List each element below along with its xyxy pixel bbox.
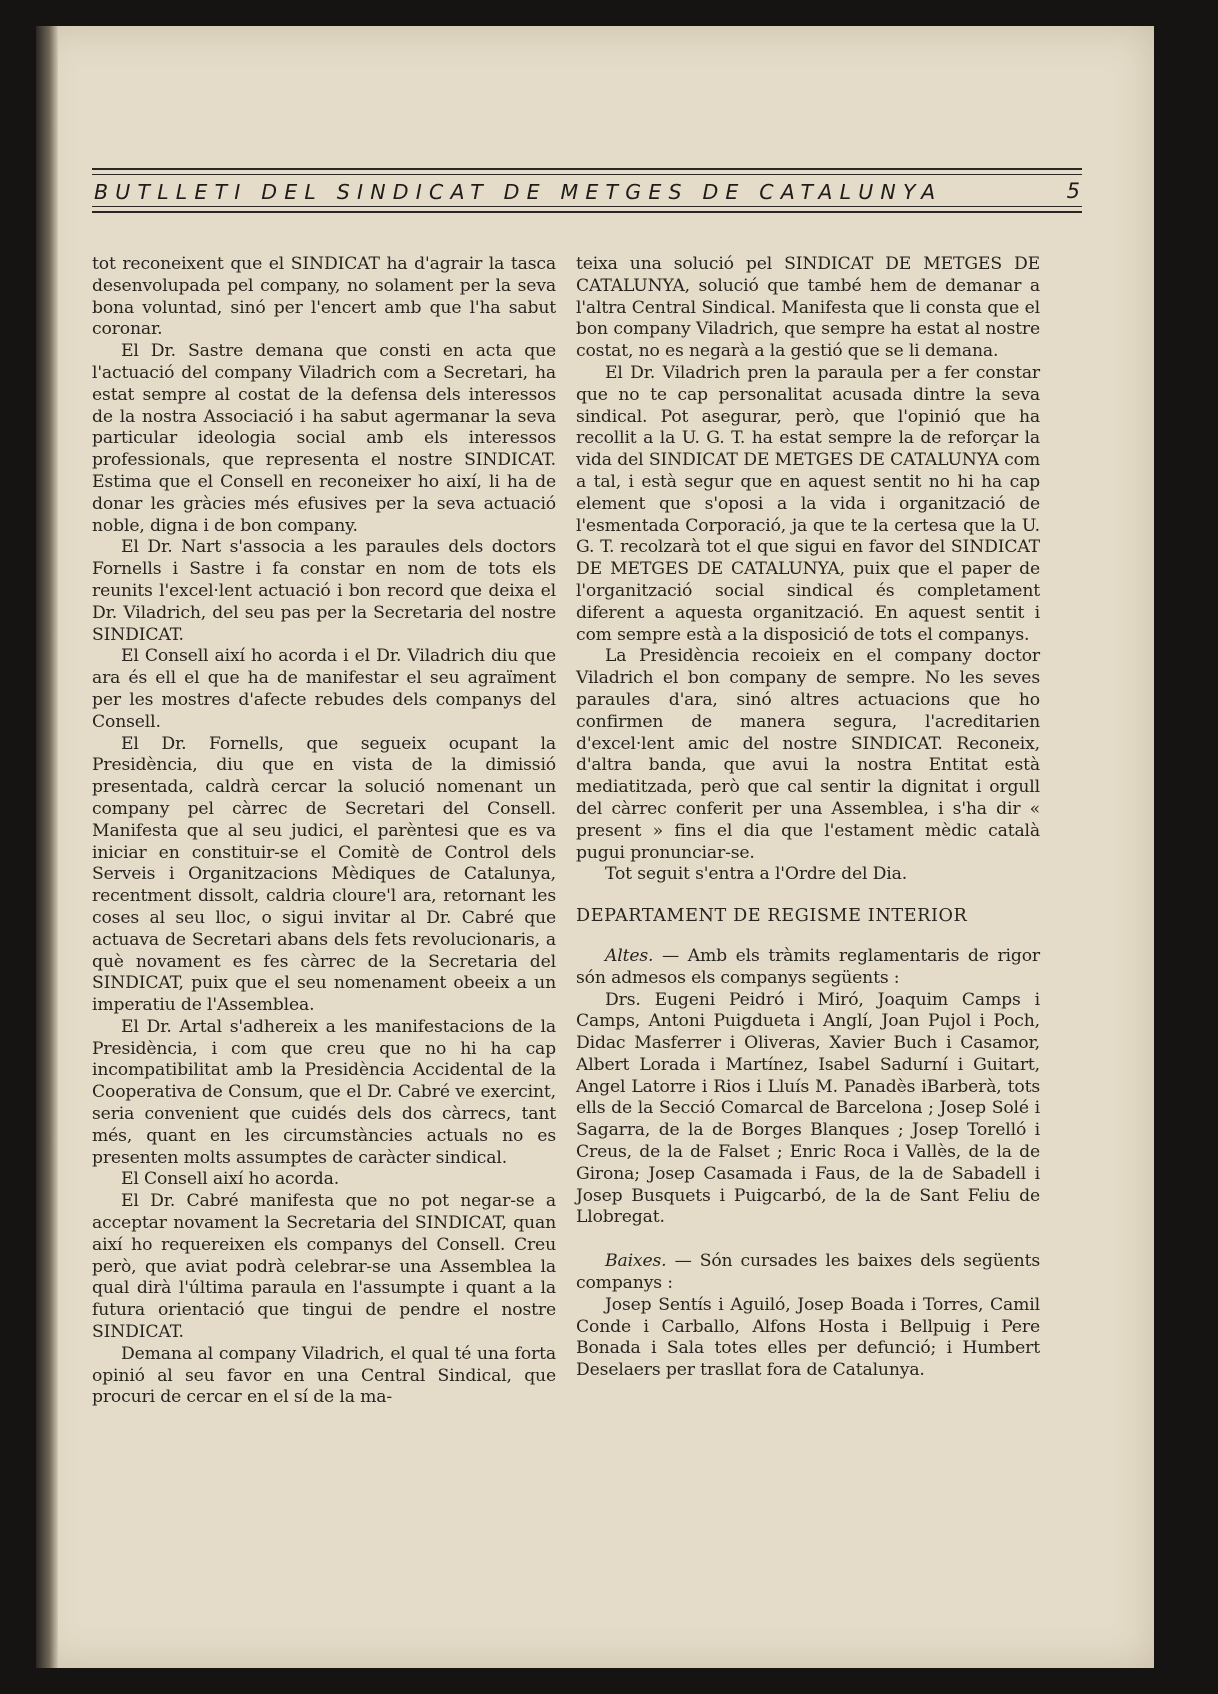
page-number: 5 — [1066, 179, 1080, 203]
baixes-intro — [576, 1251, 1040, 1295]
left-column — [92, 254, 556, 1409]
paragraph: El Dr. Fornells, que segueix ocupant la Presidència, diu que en vista de la dimissió presentada, caldrà cercar la solució nomenant un company pel càrrec de Secretari del Consell. Manifesta que al seu judici, el parèntesi que es va iniciar en constituir-se el Comitè de Control dels Serveis i Organitzacions Mèdiques de Catalunya, recentment dissolt, caldria cloure'l ara, retornant les coses al seu lloc, o sigui invitar al Dr. Cabré que actuava de Secretari abans dels fets revolucionaris, a què novament es fes càrrec de la Secretaria del SINDICAT, puix que el seu nomenament obeeix a un imperatiu de l'Assemblea. — [92, 733, 556, 1016]
right-column — [576, 254, 1040, 1382]
header-rule — [92, 206, 1082, 207]
document-page — [36, 26, 1154, 1668]
baixes-list: Josep Sentís i Aguiló, Josep Boada i Torres, Camil Conde i Carballo, Alfons Hosta i Bellpuig i Pere Bonada i Sala totes elles per defunció; i Humbert Deselaers per trasllat fora de Catalunya. — [576, 1294, 1040, 1381]
publication-title: BUTLLETI DEL SINDICAT DE METGES DE CATALUNYA — [94, 180, 943, 204]
paragraph: Demana al company Viladrich, el qual té una forta opinió al seu favor en una Central Sindical, que procuri de cercar en el sí de la ma- — [92, 1343, 556, 1408]
paragraph: teixa una solució pel SINDICAT DE METGES DE CATALUNYA, solució que també hem de demanar a l'altra Central Sindical. Manifesta que li consta que el bon company Viladrich, que sempre ha estat al nostre costat, no es negarà a la gestió que se li demana. — [576, 254, 1040, 362]
paragraph: El Consell així ho acorda i el Dr. Viladrich diu que ara és ell el que ha de manifestar el seu agraïment per les mostres d'afecte rebudes dels companys del Consell. — [92, 646, 556, 732]
paragraph: El Dr. Nart s'associa a les paraules dels doctors Fornells i Sastre i fa constar en nom de tots els reunits l'excel·lent actuació i bon record que deixa el Dr. Viladrich, del seu pas per la Secretaria del nostre SINDICAT. — [92, 537, 556, 645]
altes-list: Drs. Eugeni Peidró i Miró, Joaquim Camps i Camps, Antoni Puigdueta i Anglí, Joan Pujol i Poch, Didac Masferrer i Oliveras, Xavier Buch i Casamor, Albert Lorada i Martínez, Isabel Sadurní i Guitart, Angel Latorre i Rios i Lluís M. Panadès iBarberà, tots ells de la Secció Comarcal de Barcelona ; Josep Solé i Sagarra, de la de Borges Blanques ; Josep Torelló i Creus, de la de Falset ; Enric Roca i Vallès, de la de Girona; Josep Casamada i Faus, de la de Sabadell i Josep Busquets i Puigcarbó, de la de Sant Feliu de Llobregat. — [576, 989, 1040, 1228]
paragraph: El Dr. Artal s'adhereix a les manifestacions de la Presidència, i com que creu que no hi ha cap incompatibilitat amb la Presidència Accidental de la Cooperativa de Consum, que el Dr. Cabré ve exercint, seria convenient que cuidés dels dos càrrecs, tant més, quant en les circumstàncies actuals no es presenten molts assumptes de caràcter sindical. — [92, 1016, 556, 1168]
page-spine-shadow — [36, 26, 58, 1668]
altes-label: Altes. — [605, 945, 654, 966]
paragraph: El Consell així ho acorda. — [121, 1169, 340, 1190]
baixes-label: Baixes. — [605, 1251, 667, 1272]
paragraph: El Dr. Sastre demana que consti en acta que l'actuació del company Viladrich com a Secretari, ha estat sempre al costat de la defensa dels interessos de la nostra Associació i ha sabut agermanar la seva particular ideologia social amb els interessos professionals, que representa el nostre SINDICAT. Estima que el Consell en reconeixer ho així, li ha de donar les gràcies més efusives per la seva actuació noble, digna i de bon company. — [92, 341, 556, 536]
paragraph: El Dr. Viladrich pren la paraula per a fer constar que no te cap personalitat acusada dintre la seva sindical. Pot asegurar, però, que l'opinió que ha recollit a la U. G. T. ha estat sempre la de reforçar la vida del SINDICAT DE METGES DE CATALUNYA com a tal, i està segur que en aquest sentit no hi ha cap element que s'oposi a la vida i organització de l'esmentada Corporació, ja que te la certesa que la U. G. T. recolzarà tot el que sigui en favor del SINDICAT DE METGES DE CATALUNYA, puix que el paper de l'organització social sindical és completament diferent a aquesta organització. En aquest sentit i com sempre està a la disposició de tots el companys. — [576, 362, 1040, 645]
altes-intro — [576, 946, 1040, 990]
header-rule — [92, 211, 1082, 213]
altes-intro-text: — Amb els tràmits reglamentaris de rigor són admesos els companys següents : — [576, 945, 1040, 988]
running-header — [92, 142, 1082, 222]
header-rule — [92, 174, 1082, 175]
header-rule — [92, 168, 1082, 170]
baixes-intro-text: — Són cursades les baixes dels següents companys : — [576, 1251, 1040, 1294]
section-heading: DEPARTAMENT DE REGISME INTERIOR — [576, 906, 968, 927]
paragraph: El Dr. Cabré manifesta que no pot negar-se a acceptar novament la Secretaria del SINDICAT, quan així ho requereixen els companys del Consell. Creu però, que aviat podrà celebrar-se una Assemblea la qual dirà l'última paraula en l'assumpte i quant a la futura orientació que tingui de pendre el nostre SINDICAT. — [92, 1191, 556, 1343]
paragraph: La Presidència recoieix en el company doctor Viladrich el bon company de sempre. No les seves paraules d'ara, sinó altres actuacions que ho confirmen de manera segura, l'acreditarien d'excel·lent amic del nostre SINDICAT. Reconeix, d'altra banda, que avui la nostra Entitat està mediatitzada, però que cal sentir la dignitat i orgull del càrrec conferit per una Assemblea, i s'ha dir « present » fins el dia que l'estament mèdic català pugui pronunciar-se. — [576, 646, 1040, 863]
paragraph: tot reconeixent que el SINDICAT ha d'agrair la tasca desenvolupada pel company, no solament per la seva bona voluntad, sinó per l'encert amb que l'ha sabut coronar. — [92, 254, 556, 340]
paragraph: Tot seguit s'entra a l'Ordre del Dia. — [605, 864, 908, 885]
